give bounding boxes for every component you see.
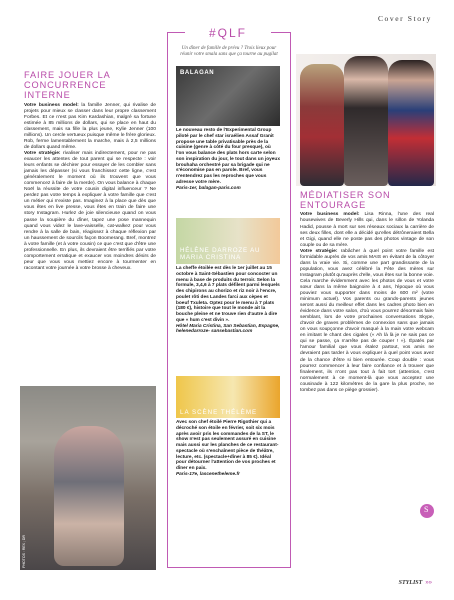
right-p2-label: Votre stratégie: bbox=[300, 248, 338, 254]
helene-text: La cheffe étoilée est dès le 1er juillet au 15 octobre à Saint-Sébastien pour concocter un menu à base de produits du terroir. Selon la formule, 3,4,6 à 7 plats défilent parmi lesquels des chipirons au chorizo et riz noir à l'encre, poulet rôti des Landes farci aux cèpes et boeuf Txuleta. Optez pour le menu à 7 plats (180 €), histoire que tout le monde ait la bouche pleine et ne trouve rien d'autre à dire que « hum c'est divin ». bbox=[176, 266, 280, 323]
helene-photo bbox=[176, 218, 280, 264]
left-body bbox=[24, 103, 156, 272]
scene-text: Avec son chef étoilé Pierre Rigothier qui a décroché son étoile en février, soit six mois après avoir pris les commandes de la ST, le show n'est pas seulement assuré en cuisine mais aussi sur les planches de ce restaurant-spectacle où s'enchaînent pièce de théâtre, lecture, etc. (spectacle+dîner à 85 €). Idéal pour détourner l'attention de vos proches et dîner en paix. bbox=[176, 420, 279, 471]
right-p2: rabâcher à quel point votre famille est formidable auprès de vos amis MAIS en évitant de la côtoyer dans la vraie vie. Si, comme une part grandissante de la population, vous avez célébré la Fête des mères sur Instagram plutôt qu'auprès d'elle, vous êtes sur la bonne voie. Cela marche évidemment avec les photos de vous et votre sœur dans la même baignoire à 4 ans, l'époque où vous pouviez vous supporter dans moins de 600 m² (votre minimum actuel). Vos parents ou grands-parents jeunes seront aussi du meilleur effet dans les cadres photo bien en évidence dans votre salon, d'où vous pourrez désormais faire semblant, lors de votre prochaines conversations Skype, d'avoir de graves problèmes de connexion sans que jamais on vous soupçonne d'avoir masqué à la main votre webcam en imitant le chant des cigales (« Ah là là je ne sais pas ce qui se passe, ça n'arrête pas de couper ! »). Épatés par l'amour familial que vous étalez partout, vos amis ne devraient pas tarder à vous expliquer à quel point vous avez de la chance d'être si bien entourée. Coup double : vous pourrez commencer à leur faire confiance et à trouver que finalement, ils n'ont pas tout à fait tort (attention, c'est normalement à ce moment-là que vous acceptez une cousinade à 122 kilomètres de la gare la plus proche, ne tombez pas dans ce piège grossier). bbox=[300, 248, 434, 393]
balagan-address: Paris-1er, balagan-paris.com bbox=[176, 185, 241, 191]
photo-credit: PHOTOS : REX ; DR bbox=[22, 535, 26, 568]
left-p1: la famille Jenner, qui rivalise de projets pour mieux se classer dans leur propre classement Forbes. Et ce n'est pas Kim Kardashian, malgré sa fortune estimée à 85 millions de dollars, qui se place en haut du classement, mais sa fille la plus jeune, Kylie Jenner (100 millions). Un cercle vertueux puisque même le frère glorieux. Rob, ferme lamentablement la marche, mais à 2,5 millions de dollars quand même. bbox=[24, 102, 156, 150]
woman-center-figure bbox=[344, 56, 388, 186]
footer-arrows-icon: »» bbox=[425, 580, 432, 586]
balagan-text: Le nouveau resto de l'Experimental Group piloté par le chef star israélien Assaf Granit propose une table privatisable près de la cuisine (genre à côté du four presque), où l'on vous balance des plats hors carte selon son inspiration du jour, le tout dans un joyeux brouhaha orchestré par sa brigade qui ne s'économise pas en parole. Bref, vous n'entendrez pas les reproches que vous adresse votre mère. bbox=[176, 128, 280, 185]
scene-block bbox=[176, 420, 280, 478]
scene-name: LA SCÈNE THÉLÈME bbox=[180, 409, 258, 416]
tv-show-photo bbox=[20, 386, 156, 570]
left-p2: rivaliser mais indirectement, pour ne pas exaucer les attentes de tout parent qui se respecte : voir leurs enfants se déchirer pour essayer de les combler sans jamais les dépasser (si vous franchissez cette ligne, c'est généralement le moment où ils trouvent que vous commencez à faire de la merde). On vous balance à chaque Noël la réussite de votre cousin digital influenceur ? Ne perdez pas votre temps à expliquer à votre famille que c'est un métier qui n'existe pas. Imaginez à la place que dès que vous êtes en live presse, vous êtes en train de faire une story Instagram. Hurlez de joie silencieuse quand on vous passe la soupière du dîner, tapez une pose mannequin quand vous videz le lave-vaisselle, cat-walkez pour vous rendre à la salle de bain, réagissez à chaque réflexion par un haussement de sourcils façon Boomerang. Bref, montrez à votre famille (et à votre cousin) ce que c'est que d'être une professionnelle. En plus, ils devraient être terrifiés par votre comportement erratique et exaucer vos moindres désirs de peur que vous vous mettiez encore à tourmenter en racontant votre journée à votre brosse à cheveux. bbox=[24, 150, 156, 271]
right-body bbox=[300, 212, 434, 393]
scene-photo bbox=[176, 376, 280, 418]
right-title: MÉDIATISER SON ENTOURAGE bbox=[300, 190, 391, 211]
left-p2-label: Votre stratégie: bbox=[24, 150, 61, 156]
left-p1-label: Votre business model: bbox=[24, 102, 79, 108]
section-header: Cover Story bbox=[377, 14, 432, 23]
right-p1: Lisa Rinna, l'une des real housewives de Beverly Hills qui, dans le sillon de Yolanda Hadid, pousse à mort sur ses réseaux sociaux la carrière de ses deux filles, dont elle a décidé qu'elles détrôneraient Bella et Gigi, quand elle ne poste pas des photos vintage de son couple ou de sa mère. bbox=[300, 212, 434, 248]
woman-figure bbox=[54, 426, 124, 566]
right-article bbox=[300, 190, 434, 394]
footer-brand: STYLIST bbox=[398, 580, 423, 586]
page-footer bbox=[399, 580, 432, 586]
helene-address: Hôtel Maria Cristina, San Sebastian, Espagne, helenedarroze- sansebastian.com bbox=[176, 323, 280, 335]
left-article bbox=[24, 70, 156, 272]
qlf-title: #QLF bbox=[208, 26, 247, 40]
woman-right-figure bbox=[388, 60, 434, 186]
balagan-block bbox=[176, 128, 280, 191]
qlf-intro: Un dîner de famille de prévu ? Trois lieux pour réunir votre smala sans que ça tourne au pugilat bbox=[180, 46, 278, 57]
helene-name: HÉLÈNE DARROZE AU MARIA CRISTINA bbox=[180, 247, 261, 261]
scene-address: Paris-17e, lascenetheleme.fr bbox=[176, 471, 240, 477]
woman-left-figure bbox=[300, 64, 344, 186]
balagan-photo bbox=[176, 66, 280, 126]
left-title: FAIRE JOUER LA CONCURRENCE INTERNE bbox=[24, 70, 111, 101]
three-women-photo bbox=[296, 54, 436, 186]
right-p1-label: Votre business model: bbox=[300, 212, 360, 218]
balagan-logo: BALAGAN bbox=[180, 70, 215, 76]
helene-block bbox=[176, 266, 280, 335]
s-circle-icon: S bbox=[420, 504, 434, 518]
